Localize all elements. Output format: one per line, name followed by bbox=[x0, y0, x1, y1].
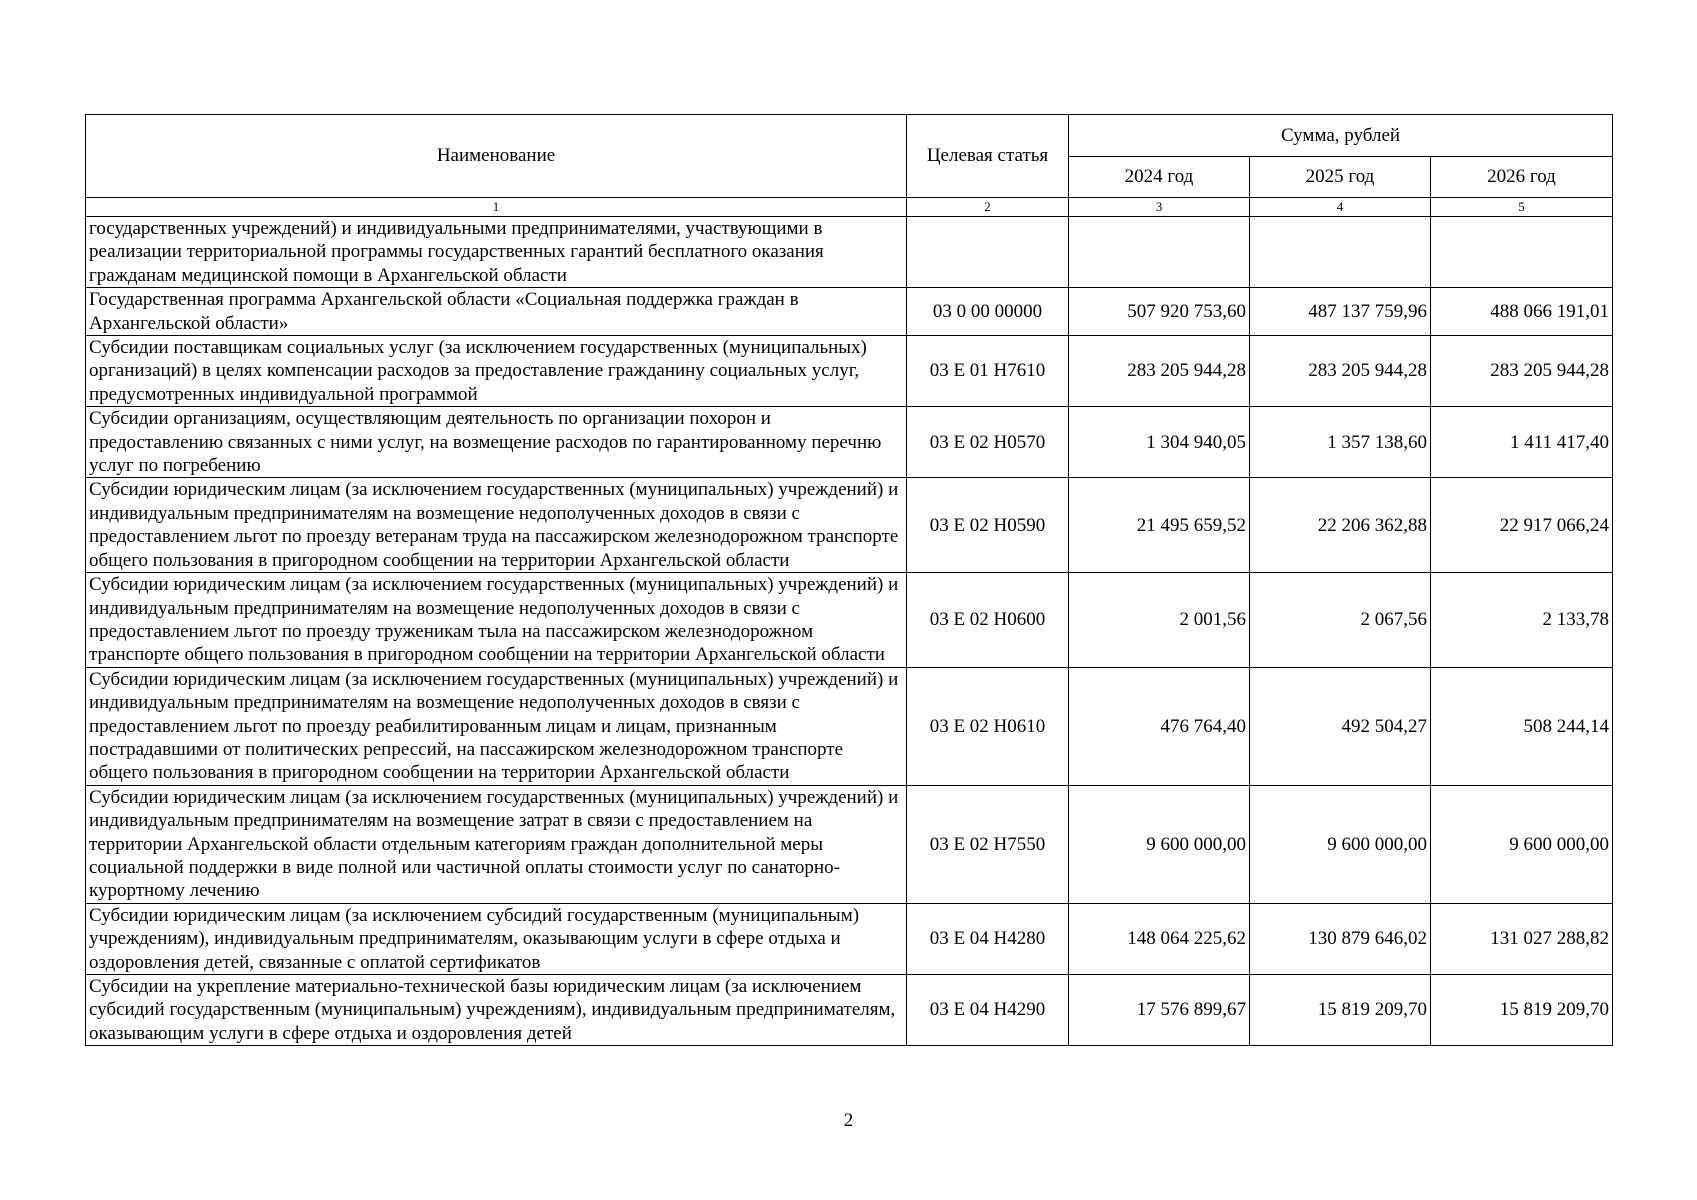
table-row bbox=[86, 336, 1613, 407]
row-code bbox=[907, 217, 1069, 288]
budget-table bbox=[85, 114, 1613, 1046]
header-year-2025: 2025 год bbox=[1250, 156, 1431, 198]
row-code: 03 Е 02 Н0610 bbox=[907, 667, 1069, 785]
row-name: Государственная программа Архангельской области «Социальная поддержка граждан в Архангельской области» bbox=[86, 288, 907, 336]
column-number: 1 bbox=[86, 198, 907, 217]
row-amount-2024: 507 920 753,60 bbox=[1069, 288, 1250, 336]
row-amount-2025: 15 819 209,70 bbox=[1250, 975, 1431, 1046]
row-name: Субсидии юридическим лицам (за исключением государственных (муниципальных) учреждений) и индивидуальным предпринимателям на возмещение недополученных доходов в связи с предоставлением льгот по проезду труженикам тыла на пассажирском железнодорожном транспорте общего пользования в пригородном сообщении на территории Архангельской области bbox=[86, 573, 907, 668]
row-amount-2024: 9 600 000,00 bbox=[1069, 785, 1250, 903]
row-amount-2025: 492 504,27 bbox=[1250, 667, 1431, 785]
row-amount-2024: 283 205 944,28 bbox=[1069, 336, 1250, 407]
table-row bbox=[86, 217, 1613, 288]
header-year-2026: 2026 год bbox=[1431, 156, 1613, 198]
row-code: 03 Е 02 Н0600 bbox=[907, 573, 1069, 668]
table-row bbox=[86, 407, 1613, 478]
row-code: 03 0 00 00000 bbox=[907, 288, 1069, 336]
row-amount-2025 bbox=[1250, 217, 1431, 288]
column-number: 3 bbox=[1069, 198, 1250, 217]
row-amount-2025: 130 879 646,02 bbox=[1250, 903, 1431, 974]
row-amount-2024: 17 576 899,67 bbox=[1069, 975, 1250, 1046]
row-amount-2024: 148 064 225,62 bbox=[1069, 903, 1250, 974]
header-year-2024: 2024 год bbox=[1069, 156, 1250, 198]
row-code: 03 Е 02 Н7550 bbox=[907, 785, 1069, 903]
row-code: 03 Е 04 Н4290 bbox=[907, 975, 1069, 1046]
row-amount-2026: 2 133,78 bbox=[1431, 573, 1613, 668]
row-amount-2026: 508 244,14 bbox=[1431, 667, 1613, 785]
column-number: 4 bbox=[1250, 198, 1431, 217]
row-code: 03 Е 02 Н0570 bbox=[907, 407, 1069, 478]
row-amount-2026: 9 600 000,00 bbox=[1431, 785, 1613, 903]
column-number: 2 bbox=[907, 198, 1069, 217]
column-number-row bbox=[86, 198, 1613, 217]
table-row bbox=[86, 667, 1613, 785]
row-name: Субсидии юридическим лицам (за исключением государственных (муниципальных) учреждений) и индивидуальным предпринимателям на возмещение затрат в связи с предоставлением на территории Архангельской области отдельным категориям граждан дополнительной меры социальной поддержки в виде полной или частичной оплаты стоимости услуг по санаторно-курортному лечению bbox=[86, 785, 907, 903]
row-name: Субсидии юридическим лицам (за исключением субсидий государственным (муниципальным) учреждениям), индивидуальным предпринимателям, оказывающим услуги в сфере отдыха и оздоровления детей, связанные с оплатой сертификатов bbox=[86, 903, 907, 974]
table-row bbox=[86, 903, 1613, 974]
table-row bbox=[86, 478, 1613, 573]
row-amount-2026: 15 819 209,70 bbox=[1431, 975, 1613, 1046]
row-amount-2026: 1 411 417,40 bbox=[1431, 407, 1613, 478]
row-code: 03 Е 02 Н0590 bbox=[907, 478, 1069, 573]
row-amount-2026 bbox=[1431, 217, 1613, 288]
row-amount-2024: 1 304 940,05 bbox=[1069, 407, 1250, 478]
row-amount-2024: 21 495 659,52 bbox=[1069, 478, 1250, 573]
row-amount-2025: 283 205 944,28 bbox=[1250, 336, 1431, 407]
row-name: Субсидии юридическим лицам (за исключением государственных (муниципальных) учреждений) и индивидуальным предпринимателям на возмещение недополученных доходов в связи с предоставлением льгот по проезду ветеранам труда на пассажирском железнодорожном транспорте общего пользования в пригородном сообщении на территории Архангельской области bbox=[86, 478, 907, 573]
table-row bbox=[86, 785, 1613, 903]
row-amount-2024: 2 001,56 bbox=[1069, 573, 1250, 668]
row-amount-2025: 487 137 759,96 bbox=[1250, 288, 1431, 336]
row-name: Субсидии на укрепление материально-технической базы юридическим лицам (за исключением субсидий государственным (муниципальным) учреждениям), индивидуальным предпринимателям, оказывающим услуги в сфере отдыха и оздоровления детей bbox=[86, 975, 907, 1046]
row-name: Субсидии юридическим лицам (за исключением государственных (муниципальных) учреждений) и индивидуальным предпринимателям на возмещение недополученных доходов в связи с предоставлением льгот по проезду реабилитированным лицам и лицам, признанным пострадавшими от политических репрессий, на пассажирском железнодорожном транспорте общего пользования в пригородном сообщении на территории Архангельской области bbox=[86, 667, 907, 785]
row-amount-2025: 9 600 000,00 bbox=[1250, 785, 1431, 903]
row-amount-2025: 1 357 138,60 bbox=[1250, 407, 1431, 478]
row-amount-2026: 22 917 066,24 bbox=[1431, 478, 1613, 573]
column-number: 5 bbox=[1431, 198, 1613, 217]
row-amount-2026: 488 066 191,01 bbox=[1431, 288, 1613, 336]
row-code: 03 Е 04 Н4280 bbox=[907, 903, 1069, 974]
row-name: Субсидии поставщикам социальных услуг (за исключением государственных (муниципальных) организаций) в целях компенсации расходов за предоставление гражданину социальных услуг, предусмотренных индивидуальной программой bbox=[86, 336, 907, 407]
table-row bbox=[86, 573, 1613, 668]
row-code: 03 Е 01 Н7610 bbox=[907, 336, 1069, 407]
header-sum: Сумма, рублей bbox=[1069, 115, 1613, 157]
row-amount-2024: 476 764,40 bbox=[1069, 667, 1250, 785]
header-name: Наименование bbox=[86, 115, 907, 198]
table-row bbox=[86, 288, 1613, 336]
row-name: государственных учреждений) и индивидуальными предпринимателями, участвующими в реализации территориальной программы государственных гарантий бесплатного оказания гражданам медицинской помощи в Архангельской области bbox=[86, 217, 907, 288]
row-amount-2026: 131 027 288,82 bbox=[1431, 903, 1613, 974]
header-article: Целевая статья bbox=[907, 115, 1069, 198]
page-number: 2 bbox=[843, 1110, 854, 1131]
table-row bbox=[86, 975, 1613, 1046]
row-name: Субсидии организациям, осуществляющим деятельность по организации похорон и предоставлению связанных с ними услуг, на возмещение расходов по гарантированному перечню услуг по погребению bbox=[86, 407, 907, 478]
row-amount-2025: 22 206 362,88 bbox=[1250, 478, 1431, 573]
row-amount-2025: 2 067,56 bbox=[1250, 573, 1431, 668]
row-amount-2026: 283 205 944,28 bbox=[1431, 336, 1613, 407]
row-amount-2024 bbox=[1069, 217, 1250, 288]
